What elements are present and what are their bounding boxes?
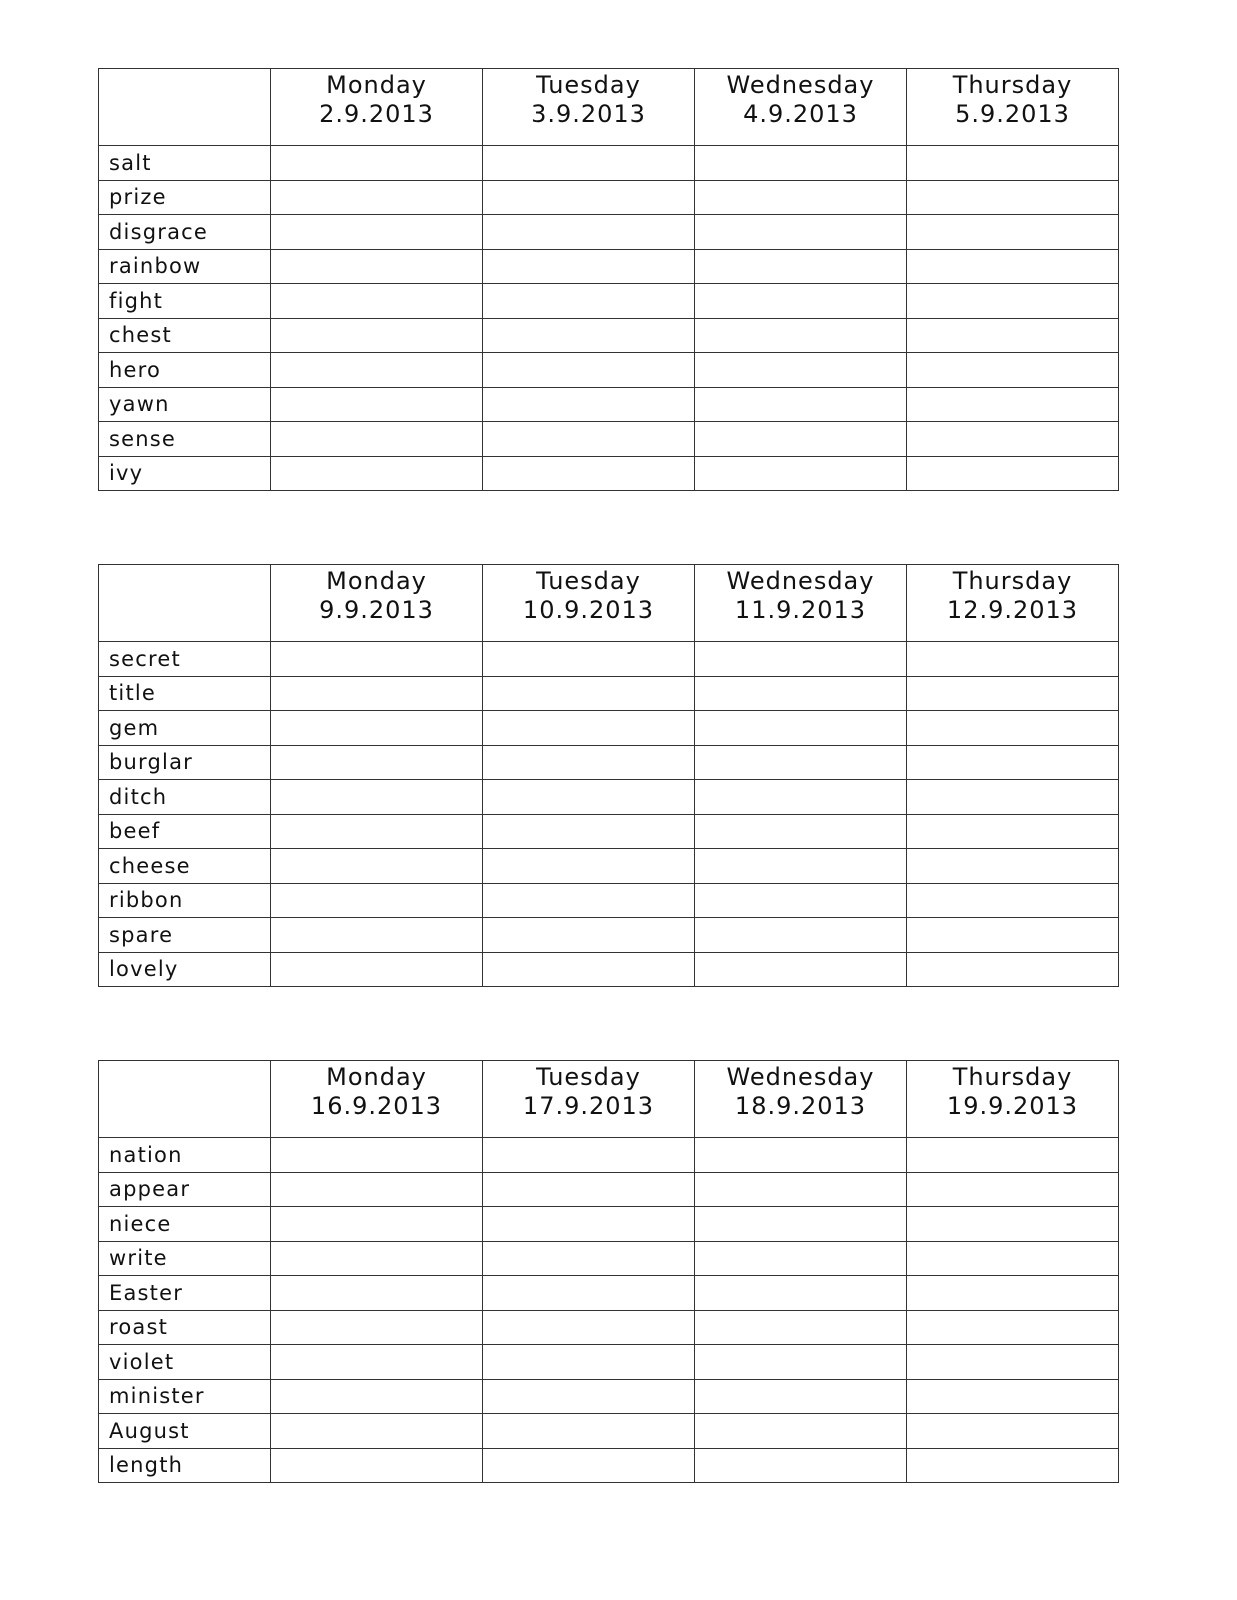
answer-cell[interactable]	[695, 1310, 907, 1345]
answer-cell[interactable]	[271, 422, 483, 457]
answer-cell[interactable]	[907, 711, 1119, 746]
day-date: 19.9.2013	[946, 1092, 1079, 1120]
answer-cell[interactable]	[907, 745, 1119, 780]
answer-cell[interactable]	[483, 387, 695, 422]
spelling-word: Easter	[99, 1276, 271, 1311]
day-header	[907, 565, 1119, 642]
day-date: 10.9.2013	[522, 596, 655, 624]
answer-cell[interactable]	[907, 1138, 1119, 1173]
table-row	[99, 780, 1119, 815]
day-header	[271, 565, 483, 642]
answer-cell[interactable]	[695, 249, 907, 284]
day-header	[483, 1061, 695, 1138]
header-row	[99, 565, 1119, 642]
day-name: Thursday	[952, 71, 1073, 99]
answer-cell[interactable]	[483, 1172, 695, 1207]
answer-cell[interactable]	[271, 1172, 483, 1207]
day-name: Thursday	[952, 567, 1073, 595]
table-row	[99, 676, 1119, 711]
answer-cell[interactable]	[271, 180, 483, 215]
day-header	[271, 1061, 483, 1138]
answer-cell[interactable]	[483, 146, 695, 181]
answer-cell[interactable]	[695, 1345, 907, 1380]
spelling-word: ivy	[99, 456, 271, 491]
answer-cell[interactable]	[695, 1379, 907, 1414]
answer-cell[interactable]	[483, 883, 695, 918]
table-row	[99, 883, 1119, 918]
day-header	[483, 565, 695, 642]
spelling-word: write	[99, 1241, 271, 1276]
answer-cell[interactable]	[483, 745, 695, 780]
spelling-word: chest	[99, 318, 271, 353]
answer-cell[interactable]	[271, 318, 483, 353]
answer-cell[interactable]	[271, 387, 483, 422]
spelling-word: cheese	[99, 849, 271, 884]
table-row	[99, 1345, 1119, 1380]
day-name: Monday	[326, 1063, 427, 1091]
answer-cell[interactable]	[271, 745, 483, 780]
answer-cell[interactable]	[483, 318, 695, 353]
spelling-word: yawn	[99, 387, 271, 422]
answer-cell[interactable]	[271, 952, 483, 987]
day-header	[695, 69, 907, 146]
day-name: Tuesday	[536, 1063, 641, 1091]
answer-cell[interactable]	[695, 387, 907, 422]
spelling-word: title	[99, 676, 271, 711]
spelling-word: prize	[99, 180, 271, 215]
table-row	[99, 918, 1119, 953]
answer-cell[interactable]	[907, 642, 1119, 677]
answer-cell[interactable]	[695, 883, 907, 918]
answer-cell[interactable]	[483, 1448, 695, 1483]
answer-cell[interactable]	[483, 676, 695, 711]
day-date: 11.9.2013	[734, 596, 867, 624]
answer-cell[interactable]	[271, 1414, 483, 1449]
answer-cell[interactable]	[907, 1448, 1119, 1483]
table-row	[99, 1172, 1119, 1207]
day-name: Thursday	[952, 1063, 1073, 1091]
table-row	[99, 422, 1119, 457]
corner-cell	[99, 69, 271, 146]
answer-cell[interactable]	[271, 1448, 483, 1483]
answer-cell[interactable]	[483, 1379, 695, 1414]
spelling-word: lovely	[99, 952, 271, 987]
spelling-word: roast	[99, 1310, 271, 1345]
table-row	[99, 1138, 1119, 1173]
table-row	[99, 318, 1119, 353]
spelling-word: sense	[99, 422, 271, 457]
answer-cell[interactable]	[907, 146, 1119, 181]
answer-cell[interactable]	[271, 1276, 483, 1311]
answer-cell[interactable]	[483, 249, 695, 284]
answer-cell[interactable]	[907, 1379, 1119, 1414]
answer-cell[interactable]	[695, 1241, 907, 1276]
spelling-word: ditch	[99, 780, 271, 815]
answer-cell[interactable]	[271, 1345, 483, 1380]
day-header	[271, 69, 483, 146]
table-row	[99, 1310, 1119, 1345]
answer-cell[interactable]	[483, 1276, 695, 1311]
answer-cell[interactable]	[695, 422, 907, 457]
spelling-word: violet	[99, 1345, 271, 1380]
table-row	[99, 1414, 1119, 1449]
answer-cell[interactable]	[271, 1207, 483, 1242]
answer-cell[interactable]	[271, 711, 483, 746]
spelling-table-week-1	[98, 68, 1119, 491]
answer-cell[interactable]	[271, 1310, 483, 1345]
answer-cell[interactable]	[271, 676, 483, 711]
answer-cell[interactable]	[695, 1172, 907, 1207]
spelling-word: nation	[99, 1138, 271, 1173]
day-date: 12.9.2013	[946, 596, 1079, 624]
table-row	[99, 642, 1119, 677]
table-row	[99, 353, 1119, 388]
answer-cell[interactable]	[695, 456, 907, 491]
answer-cell[interactable]	[907, 180, 1119, 215]
table-row	[99, 1241, 1119, 1276]
answer-cell[interactable]	[907, 249, 1119, 284]
spelling-word: beef	[99, 814, 271, 849]
answer-cell[interactable]	[271, 1138, 483, 1173]
spelling-word: disgrace	[99, 215, 271, 250]
day-date: 17.9.2013	[522, 1092, 655, 1120]
spelling-word: length	[99, 1448, 271, 1483]
answer-cell[interactable]	[907, 883, 1119, 918]
answer-cell[interactable]	[695, 1207, 907, 1242]
answer-cell[interactable]	[695, 780, 907, 815]
day-date: 5.9.2013	[955, 100, 1070, 128]
answer-cell[interactable]	[483, 180, 695, 215]
answer-cell[interactable]	[695, 745, 907, 780]
day-header	[907, 69, 1119, 146]
answer-cell[interactable]	[907, 353, 1119, 388]
spelling-word: rainbow	[99, 249, 271, 284]
answer-cell[interactable]	[907, 952, 1119, 987]
answer-cell[interactable]	[695, 284, 907, 319]
answer-cell[interactable]	[483, 780, 695, 815]
answer-cell[interactable]	[695, 1276, 907, 1311]
day-name: Tuesday	[536, 567, 641, 595]
day-header	[483, 69, 695, 146]
answer-cell[interactable]	[483, 1414, 695, 1449]
day-name: Wednesday	[726, 1063, 875, 1091]
spelling-word: spare	[99, 918, 271, 953]
spelling-table-week-2	[98, 564, 1119, 987]
answer-cell[interactable]	[907, 1414, 1119, 1449]
answer-cell[interactable]	[483, 353, 695, 388]
answer-cell[interactable]	[483, 814, 695, 849]
answer-cell[interactable]	[695, 1138, 907, 1173]
answer-cell[interactable]	[483, 918, 695, 953]
answer-cell[interactable]	[483, 952, 695, 987]
answer-cell[interactable]	[907, 1172, 1119, 1207]
day-name: Wednesday	[726, 567, 875, 595]
table-row	[99, 1207, 1119, 1242]
answer-cell[interactable]	[907, 387, 1119, 422]
day-name: Wednesday	[726, 71, 875, 99]
answer-cell[interactable]	[271, 849, 483, 884]
spelling-word: fight	[99, 284, 271, 319]
answer-cell[interactable]	[271, 814, 483, 849]
answer-cell[interactable]	[695, 318, 907, 353]
answer-cell[interactable]	[907, 456, 1119, 491]
table-row	[99, 1379, 1119, 1414]
answer-cell[interactable]	[271, 780, 483, 815]
table-row	[99, 284, 1119, 319]
answer-cell[interactable]	[907, 849, 1119, 884]
table-row	[99, 1448, 1119, 1483]
answer-cell[interactable]	[271, 456, 483, 491]
answer-cell[interactable]	[695, 814, 907, 849]
table-row	[99, 814, 1119, 849]
answer-cell[interactable]	[483, 1241, 695, 1276]
day-date: 3.9.2013	[531, 100, 646, 128]
table-row	[99, 387, 1119, 422]
answer-cell[interactable]	[695, 1414, 907, 1449]
answer-cell[interactable]	[907, 780, 1119, 815]
table-row	[99, 249, 1119, 284]
answer-cell[interactable]	[271, 883, 483, 918]
answer-cell[interactable]	[271, 215, 483, 250]
answer-cell[interactable]	[907, 1241, 1119, 1276]
answer-cell[interactable]	[695, 711, 907, 746]
answer-cell[interactable]	[695, 215, 907, 250]
day-name: Monday	[326, 71, 427, 99]
answer-cell[interactable]	[907, 814, 1119, 849]
spelling-table-week-3	[98, 1060, 1119, 1483]
answer-cell[interactable]	[907, 1310, 1119, 1345]
spelling-word: minister	[99, 1379, 271, 1414]
spelling-word: niece	[99, 1207, 271, 1242]
answer-cell[interactable]	[695, 642, 907, 677]
day-name: Monday	[326, 567, 427, 595]
table-row	[99, 952, 1119, 987]
spelling-word: burglar	[99, 745, 271, 780]
table-row	[99, 1276, 1119, 1311]
answer-cell[interactable]	[271, 249, 483, 284]
day-date: 9.9.2013	[319, 596, 434, 624]
table-row	[99, 456, 1119, 491]
table-row	[99, 215, 1119, 250]
day-header	[695, 1061, 907, 1138]
table-row	[99, 849, 1119, 884]
answer-cell[interactable]	[695, 918, 907, 953]
spelling-word: hero	[99, 353, 271, 388]
answer-cell[interactable]	[271, 284, 483, 319]
answer-cell[interactable]	[271, 642, 483, 677]
answer-cell[interactable]	[483, 456, 695, 491]
corner-cell	[99, 1061, 271, 1138]
answer-cell[interactable]	[695, 146, 907, 181]
answer-cell[interactable]	[907, 1345, 1119, 1380]
spelling-word: ribbon	[99, 883, 271, 918]
answer-cell[interactable]	[483, 1310, 695, 1345]
answer-cell[interactable]	[907, 318, 1119, 353]
answer-cell[interactable]	[483, 711, 695, 746]
answer-cell[interactable]	[695, 849, 907, 884]
header-row	[99, 1061, 1119, 1138]
spelling-word: salt	[99, 146, 271, 181]
answer-cell[interactable]	[483, 1207, 695, 1242]
answer-cell[interactable]	[483, 284, 695, 319]
answer-cell[interactable]	[271, 1241, 483, 1276]
table-row	[99, 711, 1119, 746]
answer-cell[interactable]	[907, 918, 1119, 953]
day-date: 2.9.2013	[319, 100, 434, 128]
answer-cell[interactable]	[907, 422, 1119, 457]
spelling-word: appear	[99, 1172, 271, 1207]
answer-cell[interactable]	[483, 215, 695, 250]
answer-cell[interactable]	[483, 849, 695, 884]
answer-cell[interactable]	[695, 353, 907, 388]
answer-cell[interactable]	[907, 1207, 1119, 1242]
table-row	[99, 745, 1119, 780]
answer-cell[interactable]	[483, 1138, 695, 1173]
answer-cell[interactable]	[271, 353, 483, 388]
answer-cell[interactable]	[695, 180, 907, 215]
table-row	[99, 146, 1119, 181]
answer-cell[interactable]	[483, 1345, 695, 1380]
day-date: 18.9.2013	[734, 1092, 867, 1120]
corner-cell	[99, 565, 271, 642]
answer-cell[interactable]	[483, 642, 695, 677]
answer-cell[interactable]	[695, 676, 907, 711]
answer-cell[interactable]	[907, 215, 1119, 250]
table-row	[99, 180, 1119, 215]
answer-cell[interactable]	[695, 1448, 907, 1483]
answer-cell[interactable]	[695, 952, 907, 987]
spelling-word: August	[99, 1414, 271, 1449]
day-header	[907, 1061, 1119, 1138]
spelling-word: secret	[99, 642, 271, 677]
spelling-word: gem	[99, 711, 271, 746]
answer-cell[interactable]	[907, 1276, 1119, 1311]
answer-cell[interactable]	[271, 918, 483, 953]
answer-cell[interactable]	[907, 284, 1119, 319]
answer-cell[interactable]	[271, 1379, 483, 1414]
day-date: 4.9.2013	[743, 100, 858, 128]
answer-cell[interactable]	[483, 422, 695, 457]
answer-cell[interactable]	[907, 676, 1119, 711]
day-name: Tuesday	[536, 71, 641, 99]
day-header	[695, 565, 907, 642]
header-row	[99, 69, 1119, 146]
day-date: 16.9.2013	[310, 1092, 443, 1120]
answer-cell[interactable]	[271, 146, 483, 181]
